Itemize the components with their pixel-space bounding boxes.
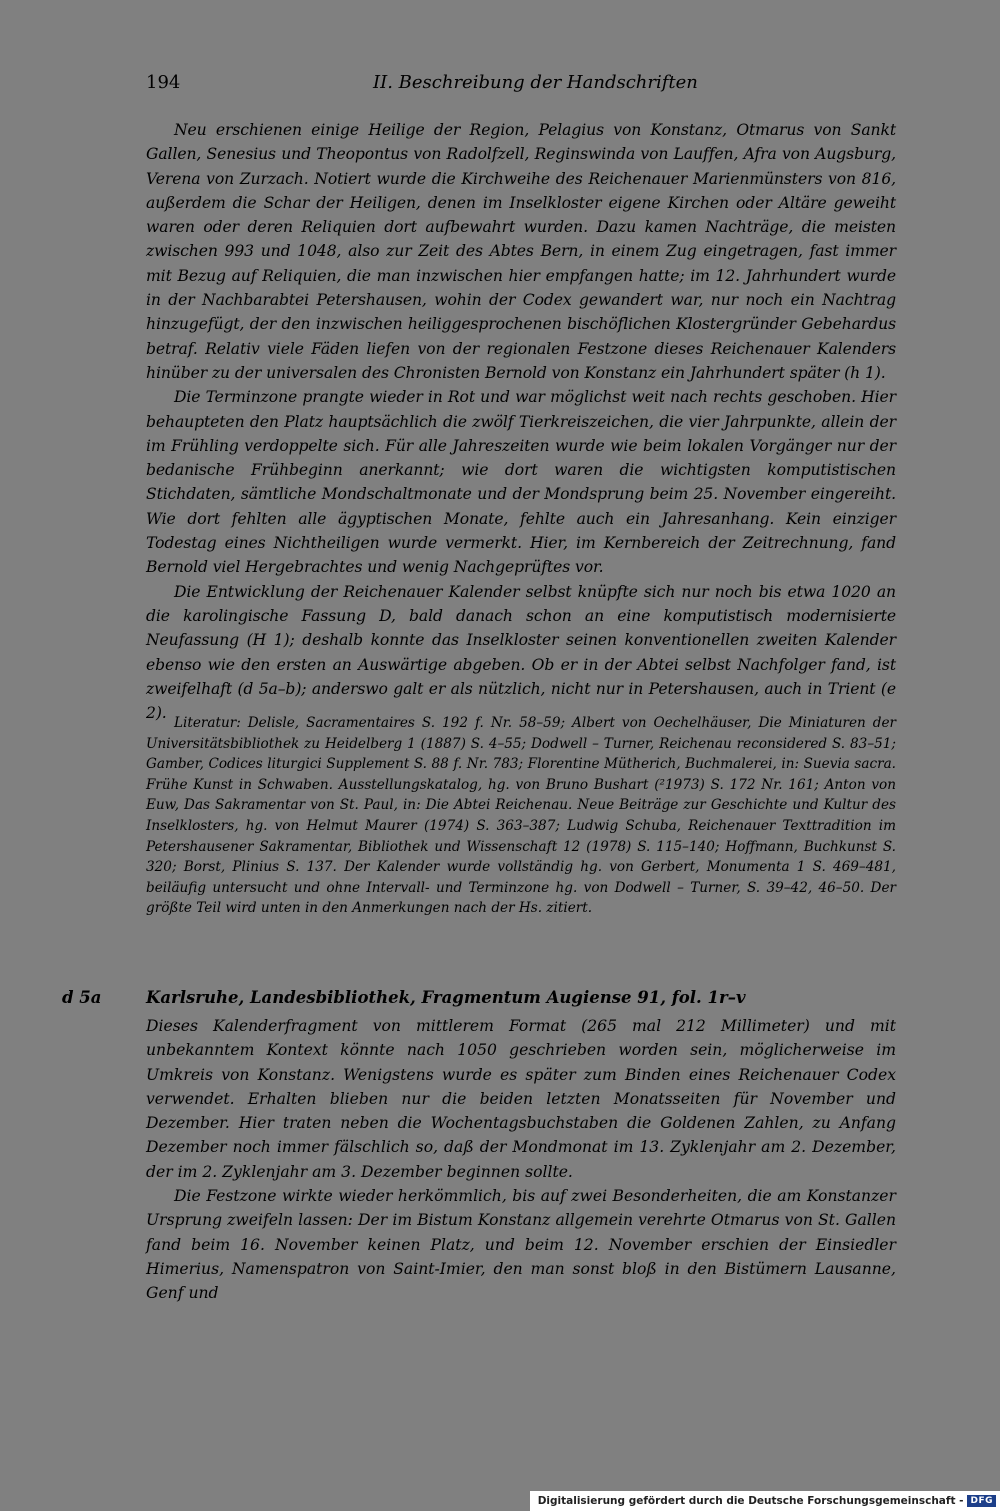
- entry-id: d 5a: [62, 988, 102, 1007]
- entry-body: [146, 1014, 896, 1306]
- body-text: [146, 118, 896, 725]
- running-title: II. Beschreibung der Handschriften: [373, 72, 698, 93]
- footer-text: Digitalisierung gefördert durch die Deutsche Forschungsgemeinschaft -: [537, 1495, 964, 1507]
- entry-paragraph: Dieses Kalenderfragment von mittlerem Format (265 mal 212 Millimeter) und mit unbekanntem Kontext könnte nach 1050 geschrieben worden sein, möglicherweise im Umkreis von Konstanz. Wenigstens wurde es später zum Binden eines Reichenauer Codex verwendet. Erhalten blieben nur die beiden letzten Monatsseiten für November und Dezember. Hier traten neben die Wochentagsbuchstaben die Goldenen Zahlen, zu Anfang Dezember noch immer fälschlich so, daß der Mondmonat im 13. Zyklenjahr am 2. Dezember, der im 2. Zyklenjahr am 3. Dezember beginnen sollte.: [146, 1017, 896, 1181]
- entry-title: Karlsruhe, Landesbibliothek, Fragmentum Augiense 91, fol. 1r–v: [146, 988, 746, 1007]
- page-header: [146, 72, 896, 102]
- literature-references: Literatur: Delisle, Sacramentaires S. 192 f. Nr. 58–59; Albert von Oechelhäuser, Die Miniaturen der Universitätsbibliothek zu Heidelberg 1 (1887) S. 4–55; Dodwell – Turner, Reichenau reconsidered S. 83–51; Gamber, Codices liturgici Supplement S. 88 f. Nr. 783; Florentine Mütherich, Buchmalerei, in: Suevia sacra. Frühe Kunst in Schwaben. Ausstellungskatalog, hg. von Bruno Bushart (²1973) S. 172 Nr. 161; Anton von Euw, Das Sakramentar von St. Paul, in: Die Abtei Reichenau. Neue Beiträge zur Geschichte und Kultur des Inselklosters, hg. von Helmut Maurer (1974) S. 363–387; Ludwig Schuba, Reichenauer Texttradition im Petershausener Sakramentar, Bibliothek und Wissenschaft 12 (1978) S. 115–140; Hoffmann, Buchkunst S. 320; Borst, Plinius S. 137. Der Kalender wurde vollständig hg. von Gerbert, Monumenta 1 S. 469–481, beiläufig untersucht und ohne Intervall- und Terminzone hg. von Dodwell – Turner, S. 39–42, 46–50. Der größte Teil wird unten in den Anmerkungen nach der Hs. zitiert.: [146, 715, 896, 917]
- paragraph: Neu erschienen einige Heilige der Region, Pelagius von Konstanz, Otmarus von Sankt Gallen, Senesius und Theopontus von Radolfzell, Reginswinda von Lauffen, Afra von Augsburg, Verena von Zurzach. Notiert wurde die Kirchweihe des Reichenauer Marienmünsters von 816, außerdem die Schar der Heiligen, denen im Inselkloster eigene Kirchen oder Altäre geweiht waren oder deren Reliquien dort aufbewahrt wurden. Dazu kamen Nachträge, die meisten zwischen 993 und 1048, also zur Zeit des Abtes Bern, in einem Zug eingetragen, fast immer mit Bezug auf Reliquien, die man inzwischen hier empfangen hatte; im 12. Jahrhundert wurde in der Nachbarabtei Petershausen, wohin der Codex gewandert war, nur noch ein Nachtrag hinzugefügt, der den inzwischen heiliggesprochenen bischöflichen Klostergründer Gebehardus betraf. Relativ viele Fäden liefen von der regionalen Festzone dieses Reichenauer Kalenders hinüber zu der universalen des Chronisten Bernold von Konstanz ein Jahrhundert später (h 1).: [146, 121, 896, 382]
- footer-bar: [530, 1491, 1000, 1511]
- paragraph: Die Entwicklung der Reichenauer Kalender selbst knüpfte sich nur noch bis etwa 1020 an die karolingische Fassung D, bald danach schon an eine komputistisch modernisierte Neufassung (H 1); deshalb konnte das Inselkloster seinen konventionellen zweiten Kalender ebenso wie den ersten an Auswärtige abgeben. Ob er in der Abtei selbst Nachfolger fand, ist zweifelhaft (d 5a–b); anderswo galt er als nützlich, nicht nur in Petershausen, auch in Trient (e 2).: [146, 582, 896, 723]
- page-number: 194: [146, 72, 181, 93]
- dfg-logo: DFG: [967, 1495, 996, 1507]
- entry-paragraph: Die Festzone wirkte wieder herkömmlich, bis auf zwei Besonderheiten, die am Konstanzer Ursprung zweifeln lassen: Der im Bistum Konstanz allgemein verehrte Otmarus von St. Gallen fand beim 16. November keinen Platz, und beim 12. November erschien der Einsiedler Himerius, Namenspatron von Saint-Imier, den man sonst bloß in den Bistümern Lausanne, Genf und: [146, 1187, 896, 1303]
- paragraph: Die Terminzone prangte wieder in Rot und war möglichst weit nach rechts geschoben. Hier behaupteten den Platz hauptsächlich die zwölf Tierkreiszeichen, die vier Jahrpunkte, allein der im Frühling verdoppelte sich. Für alle Jahreszeiten wurde wie beim lokalen Vorgänger nur der bedanische Frühbeginn anerkannt; wie dort waren die wichtigsten komputistischen Stichdaten, sämtliche Mondschaltmonate und der Mondsprung beim 25. November eingereiht. Wie dort fehlten alle ägyptischen Monate, fehlte auch ein Jahresanhang. Kein einziger Todestag eines Nichtheiligen wurde vermerkt. Hier, im Kernbereich der Zeitrechnung, fand Bernold viel Hergebrachtes und wenig Nachgeprüftes vor.: [146, 388, 896, 577]
